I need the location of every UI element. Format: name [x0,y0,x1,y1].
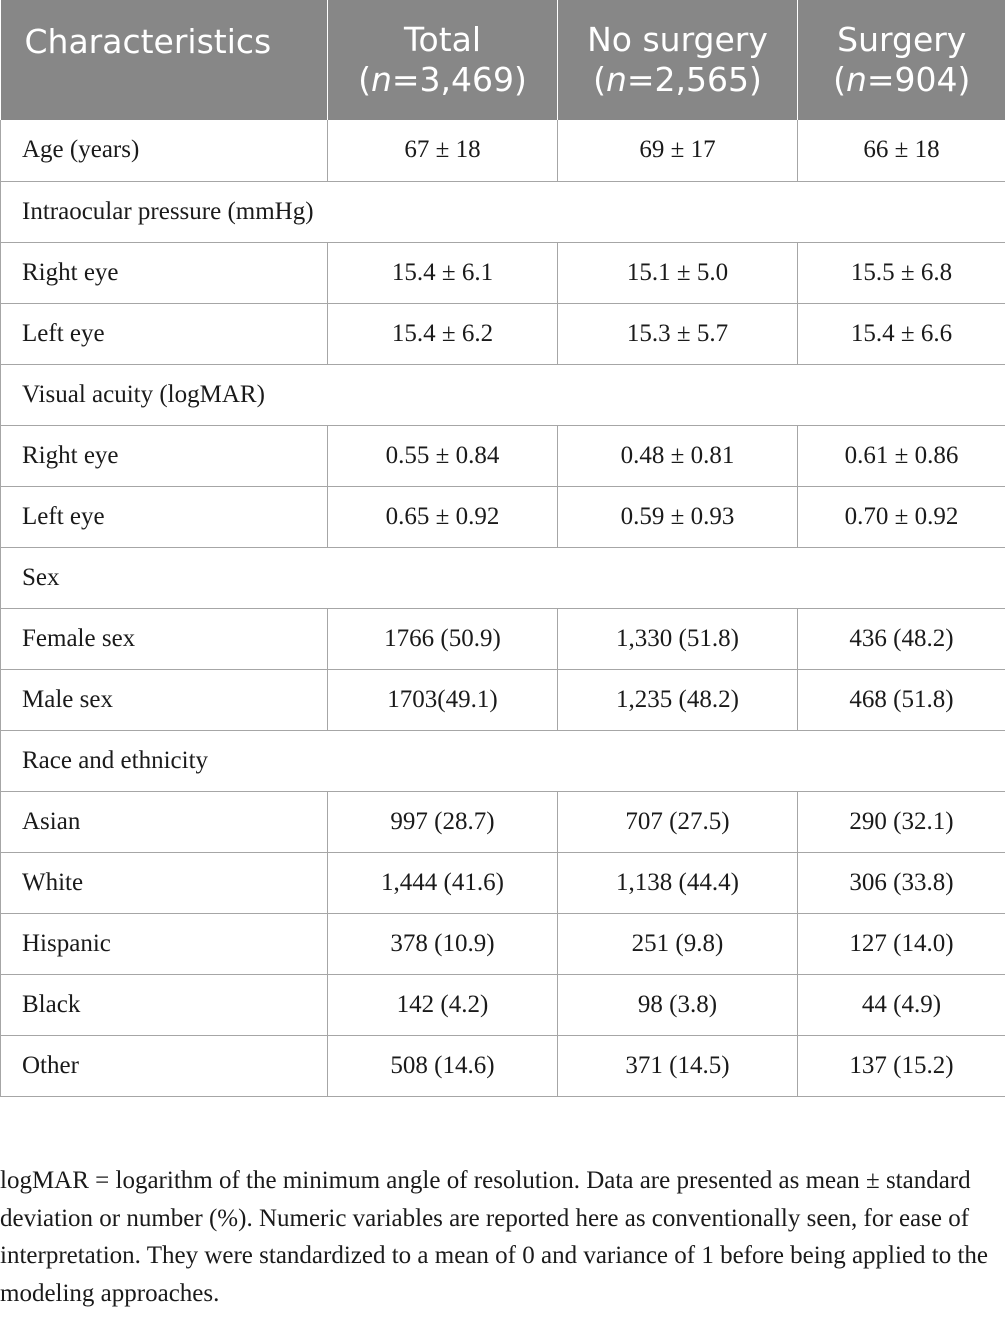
table-row [1,974,1005,1035]
surgery-cell: 0.70 ± 0.92 [798,486,1005,547]
section-label: Sex [1,547,1005,608]
table-row [1,425,1005,486]
total-n-value: 3,469 [419,60,515,99]
section-row [1,181,1005,242]
no-surgery-cell: 251 (9.8) [558,913,798,974]
surgery-cell: 306 (33.8) [798,852,1005,913]
surgery-cell: 137 (15.2) [798,1035,1005,1096]
surgery-cell: 44 (4.9) [798,974,1005,1035]
total-cell: 67 ± 18 [328,120,558,181]
header-total [328,0,558,120]
header-row [1,0,1005,120]
no-surgery-cell: 371 (14.5) [558,1035,798,1096]
header-total-title: Total [403,20,482,59]
total-cell: 15.4 ± 6.2 [328,303,558,364]
total-cell: 1,444 (41.6) [328,852,558,913]
surgery-cell: 436 (48.2) [798,608,1005,669]
row-label: Left eye [1,486,328,547]
header-characteristics [1,0,328,120]
total-cell: 997 (28.7) [328,791,558,852]
total-cell: 142 (4.2) [328,974,558,1035]
total-cell: 508 (14.6) [328,1035,558,1096]
row-label: Right eye [1,242,328,303]
section-label: Intraocular pressure (mmHg) [1,181,1005,242]
row-label: Other [1,1035,328,1096]
surgery-cell: 127 (14.0) [798,913,1005,974]
n-label: n [605,60,627,99]
surgery-cell: 468 (51.8) [798,669,1005,730]
table-footnote: logMAR = logarithm of the minimum angle of resolution. Data are presented as mean ± standard deviation or number (%). Numeric variables are reported here as conventionally seen, for ease of interpretation. They were standardized to a mean of 0 and variance of 1 before being applied to the modeling approaches. [0,1167,989,1307]
table-row [1,608,1005,669]
n-label: n [845,60,867,99]
surgery-cell: 290 (32.1) [798,791,1005,852]
header-surgery [798,0,1005,120]
total-cell: 15.4 ± 6.1 [328,242,558,303]
no-surgery-cell: 1,138 (44.4) [558,852,798,913]
row-label: Age (years) [1,120,328,181]
header-no-surgery-count: (n=2,565) [593,60,762,99]
no-surgery-cell: 1,330 (51.8) [558,608,798,669]
section-row [1,364,1005,425]
surgery-cell: 15.4 ± 6.6 [798,303,1005,364]
total-cell: 0.65 ± 0.92 [328,486,558,547]
table-row [1,120,1005,181]
no-surgery-cell: 15.1 ± 5.0 [558,242,798,303]
header-no-surgery-title: No surgery [587,20,768,59]
surgery-n-value: 904 [894,60,958,99]
no-surgery-cell: 15.3 ± 5.7 [558,303,798,364]
header-surgery-count: (n=904) [833,60,971,99]
table-row [1,486,1005,547]
total-cell: 1766 (50.9) [328,608,558,669]
header-surgery-title: Surgery [837,20,967,59]
no-surgery-cell: 98 (3.8) [558,974,798,1035]
table-row [1,1035,1005,1096]
table-body [1,120,1005,1096]
no-surgery-cell: 0.59 ± 0.93 [558,486,798,547]
section-row [1,730,1005,791]
no-surgery-cell: 0.48 ± 0.81 [558,425,798,486]
surgery-cell: 0.61 ± 0.86 [798,425,1005,486]
table-row [1,791,1005,852]
no-surgery-cell: 1,235 (48.2) [558,669,798,730]
table-row [1,852,1005,913]
row-label: Asian [1,791,328,852]
header-no-surgery [558,0,798,120]
row-label: Black [1,974,328,1035]
table-row [1,913,1005,974]
n-label: n [370,60,392,99]
header-characteristics-label: Characteristics [24,22,272,61]
no-surgery-cell: 707 (27.5) [558,791,798,852]
no-surgery-cell: 69 ± 17 [558,120,798,181]
row-label: Hispanic [1,913,328,974]
no-surgery-n-value: 2,565 [654,60,750,99]
surgery-cell: 66 ± 18 [798,120,1005,181]
section-row [1,547,1005,608]
table-row [1,242,1005,303]
surgery-cell: 15.5 ± 6.8 [798,242,1005,303]
total-cell: 378 (10.9) [328,913,558,974]
total-cell: 1703(49.1) [328,669,558,730]
row-label: Male sex [1,669,328,730]
table-row [1,303,1005,364]
total-cell: 0.55 ± 0.84 [328,425,558,486]
row-label: Left eye [1,303,328,364]
table-row [1,669,1005,730]
row-label: White [1,852,328,913]
header-total-count: (n=3,469) [358,60,527,99]
section-label: Visual acuity (logMAR) [1,364,1005,425]
row-label: Female sex [1,608,328,669]
table-header [1,0,1005,120]
section-label: Race and ethnicity [1,730,1005,791]
row-label: Right eye [1,425,328,486]
